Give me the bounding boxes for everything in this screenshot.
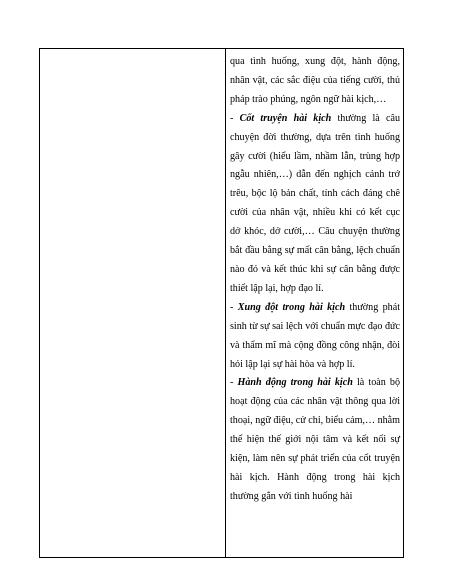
section-action [230,374,400,506]
section-plot [230,110,400,299]
left-column-cell [40,49,226,558]
content-table [39,48,404,558]
bullet-prefix: - [230,112,240,124]
section-body: thường phát sinh từ sự sai lệch với chuẩn mực đạo đức và thẩm mĩ mà cộng đồng công nhận, đòi hỏi lập lại sự hài hòa và hợp lí. [230,301,401,370]
section-conflict [230,299,400,375]
right-column-cell [226,49,404,558]
table-row [40,49,404,558]
term-conflict: Xung đột trong hài kịch [237,301,346,313]
cell-text [226,49,403,507]
term-plot: Cốt truyện hài kịch [239,112,332,124]
section-body: là toàn bộ hoạt động của các nhân vật thông qua lời thoại, ngữ điệu, cử chỉ, biểu cảm,… nhằm thể hiện thế giới nội tâm và kết nối sự kiện, làm nên sự phát triển của cốt truyện hài kịch. Hành động trong hài kịch thường gắn với tình huống hài [230,377,401,502]
continuation-paragraph: qua tình huống, xung đột, hành động, nhân vật, các sắc điệu của tiếng cười, thủ pháp trào phúng, ngôn ngữ hài kịch,… [230,56,400,105]
section-body: thường là câu chuyện đời thường, dựa trên tình huống gây cười (hiểu lầm, nhầm lẫn, trùng hợp ngẫu nhiên,…) dẫn đến nghịch cảnh trớ trêu, bộc lộ bản chất, tính cách đáng chê cười của nhân vật, nhiều khi có kết cục dở khóc, dở cười,… Câu chuyện thường bắt đầu bằng sự mất cân bằng, lệch chuẩn nào đó và kết thúc khi sự cân bằng được thiết lập lại, hợp đạo lí. [230,112,401,294]
bullet-prefix: - [230,301,238,313]
bullet-prefix: - [230,377,238,389]
term-action: Hành động trong hài kịch [237,377,353,389]
